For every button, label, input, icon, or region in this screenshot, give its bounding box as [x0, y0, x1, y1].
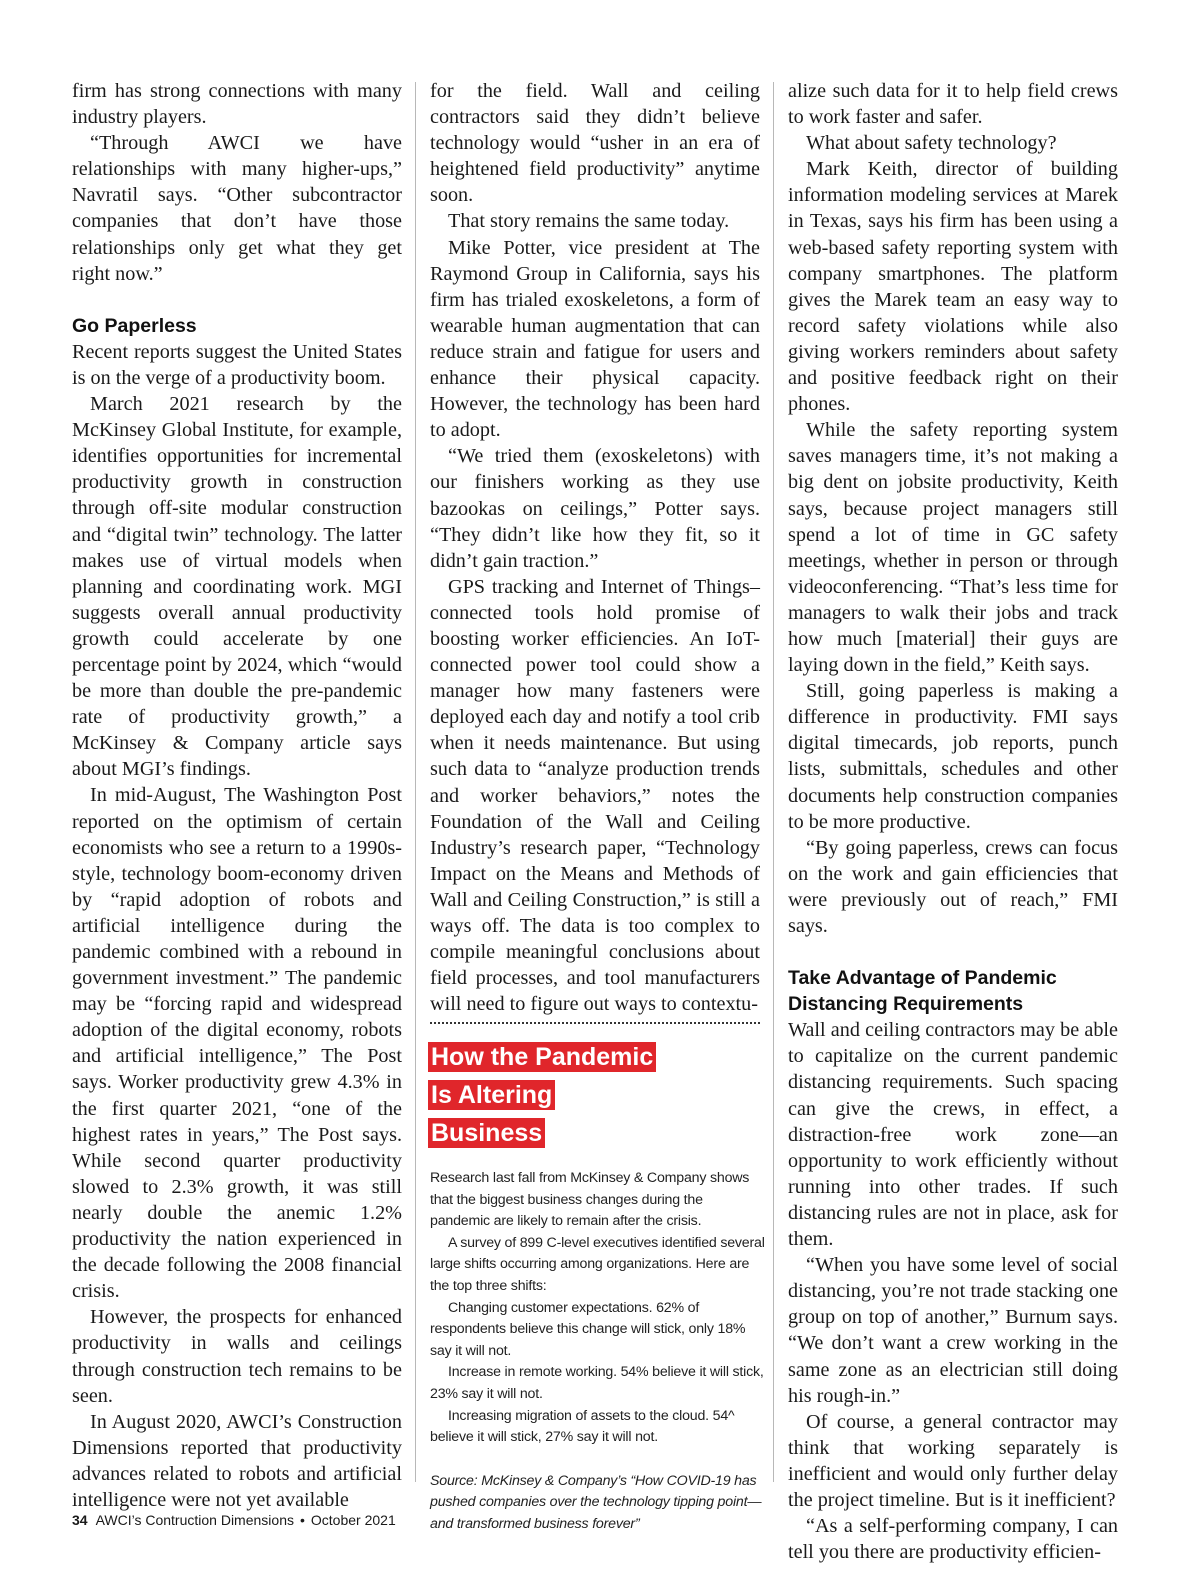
sidebar-dotted-divider	[430, 1022, 760, 1024]
paragraph: alize such data for it to help field crews to work faster and safer.	[788, 80, 1118, 129]
column-divider-1	[415, 82, 416, 1482]
section-gap	[72, 287, 402, 313]
paragraph: Mark Keith, director of building information modeling services at Marek in Texas, says his firm has been using a web-based safety reporting system with company smartphones. The platform gives the Marek team an easy way to record safety violations while also giving workers reminders about safety and positive feedback right on their phones.	[788, 158, 1118, 416]
sidebar-body	[430, 1168, 765, 1536]
sidebar-source: Source: McKinsey & Company’s “How COVID-19 has pushed companies over the technology tipping point—and transformed business forever”	[430, 1472, 762, 1532]
page-number: 34	[72, 1512, 88, 1528]
footer-separator: •	[299, 1512, 305, 1528]
section-heading-pandemic-distancing: Take Advantage of Pandemic Distancing Requirements	[788, 967, 1057, 1016]
paragraph: That story remains the same today.	[448, 210, 730, 233]
article-column-2	[430, 78, 760, 1016]
sidebar-paragraph: A survey of 899 C-level executives identified several large shifts occurring among organizations. Here are the top three shifts:	[430, 1234, 765, 1294]
column-2-body	[430, 78, 760, 1016]
sidebar-paragraph: Research last fall from McKinsey & Company shows that the biggest business changes during the pandemic are likely to remain after the crisis.	[430, 1170, 750, 1230]
paragraph: In August 2020, AWCI’s Construction Dimensions reported that productivity advances related to robots and artificial intelligence were not yet available	[72, 1410, 402, 1511]
paragraph: Still, going paperless is making a difference in productivity. FMI says digital timecards, job reports, punch lists, submittals, schedules and other documents help construction companies to be more productive.	[788, 680, 1118, 833]
paragraph: Of course, a general contractor may think that working separately is inefficient and would only further delay the project timeline. But is it inefficient?	[788, 1410, 1118, 1511]
sidebar-title: How the Pandemic Is Altering Business	[428, 1042, 656, 1148]
paragraph: While the safety reporting system saves managers time, it’s not making a big dent on jobsite productivity, Keith says, because project managers still spend a lot of time in GC safety meetings, whether in person or through videoconferencing. “That’s less time for managers to walk their jobs and track how much [material] their guys are laying down in the field,” Keith says.	[788, 419, 1118, 677]
section-heading-go-paperless: Go Paperless	[72, 314, 197, 337]
paragraph: firm has strong connections with many industry players.	[72, 80, 402, 129]
paragraph: However, the prospects for enhanced productivity in walls and ceilings through construction tech remains to be seen.	[72, 1306, 402, 1407]
article-column-3	[788, 78, 1118, 1564]
issue-date: October 2021	[310, 1512, 396, 1528]
paragraph: March 2021 research by the McKinsey Global Institute, for example, identifies opportunities for incremental productivity growth in construction through off-site modular construction and “digital twin” technology. The latter makes use of virtual models when planning and coordinating work. MGI suggests overall annual productivity growth could accelerate by one percentage point by 2024, which “would be more than double the pre-pandemic rate of productivity growth,” a McKinsey & Company article says about MGI’s findings.	[72, 393, 402, 781]
page-footer	[72, 1512, 396, 1528]
column-divider-2	[773, 82, 774, 1482]
paragraph: “Through AWCI we have relationships with many higher-ups,” Navratil says. “Other subcontractor companies that don’t have those relationships only get what they get right now.”	[72, 132, 402, 285]
paragraph: In mid-August, The Washington Post reported on the optimism of certain economists who see a return to a 1990s-style, technology boom-economy driven by “rapid adoption of robots and artificial intelligence during the pandemic combined with a rebound in government investment.” The pandemic may be “forcing rapid and widespread adoption of the digital economy, robots and artificial intelligence,” The Post says. Worker productivity grew 4.3% in the first quarter 2021, “one of the highest rates in years,” The Post says. While second quarter productivity slowed to 2.3% growth, it was still nearly double the anemic 1.2% productivity the nation experienced in the decade following the 2008 financial crisis.	[72, 784, 402, 1303]
sidebar-paragraph: Increasing migration of assets to the cloud. 54^ believe it will stick, 27% say it will not.	[430, 1407, 735, 1446]
publication-name: AWCI’s Contruction Dimensions	[95, 1512, 294, 1528]
sidebar-paragraph: Increase in remote working. 54% believe it will stick, 23% say it will not.	[430, 1364, 764, 1402]
article-column-1	[72, 78, 402, 1511]
paragraph: “As a self-performing company, I can tell you there are productivity efficien-	[788, 1515, 1118, 1564]
sidebar-paragraph: Changing customer expectations. 62% of respondents believe this change will stick, only 18% say it will not.	[430, 1299, 746, 1359]
sidebar-box	[430, 1040, 765, 1536]
sidebar-title-wrap	[428, 1040, 668, 1154]
paragraph: “We tried them (exoskeletons) with our finishers working as they use bazookas on ceilings,” Potter says. “They didn’t like how they fit, so it didn’t gain traction.”	[430, 445, 760, 572]
paragraph: “When you have some level of social distancing, you’re not trade stacking one group on top of another,” Burnum says. “We don’t want a crew working in the same zone as an electrician still doing his rough-in.”	[788, 1254, 1118, 1407]
paragraph: What about safety technology?	[806, 132, 1057, 155]
paragraph: Mike Potter, vice president at The Raymond Group in California, says his firm has trialed exoskeletons, a form of wearable human augmentation that can reduce strain and fatigue for users and enhance their physical capacity. However, the technology has been hard to adopt.	[430, 236, 760, 442]
paragraph: for the field. Wall and ceiling contractors said they didn’t believe technology would “usher in an era of heightened field productivity” anytime soon.	[430, 80, 760, 207]
paragraph: GPS tracking and Internet of Things–connected tools hold promise of boosting worker efficiencies. An IoT-connected power tool could show a manager how many fasteners were deployed each day and notify a tool crib when it needs maintenance. But using such data to “analyze production trends and worker behaviors,” notes the Foundation of the Wall and Ceiling Industry’s research paper, “Technology Impact on the Means and Methods of Wall and Ceiling Construction,” is still a ways off. The data is too complex to compile meaningful conclusions about field processes, and tool manufacturers will need to figure out ways to contextu-	[430, 575, 760, 1016]
paragraph: “By going paperless, crews can focus on the work and gain efficiencies that were previously out of reach,” FMI says.	[788, 836, 1118, 937]
section-gap	[788, 939, 1118, 965]
paragraph: Recent reports suggest the United States is on the verge of a productivity boom.	[72, 340, 402, 389]
paragraph: Wall and ceiling contractors may be able to capitalize on the current pandemic distancing requirements. Such spacing can give the crews, in effect, a distraction-free work zone—an opportunity to work efficiently without running into other trades. If such distancing rules are not in place, ask for them.	[788, 1019, 1118, 1251]
